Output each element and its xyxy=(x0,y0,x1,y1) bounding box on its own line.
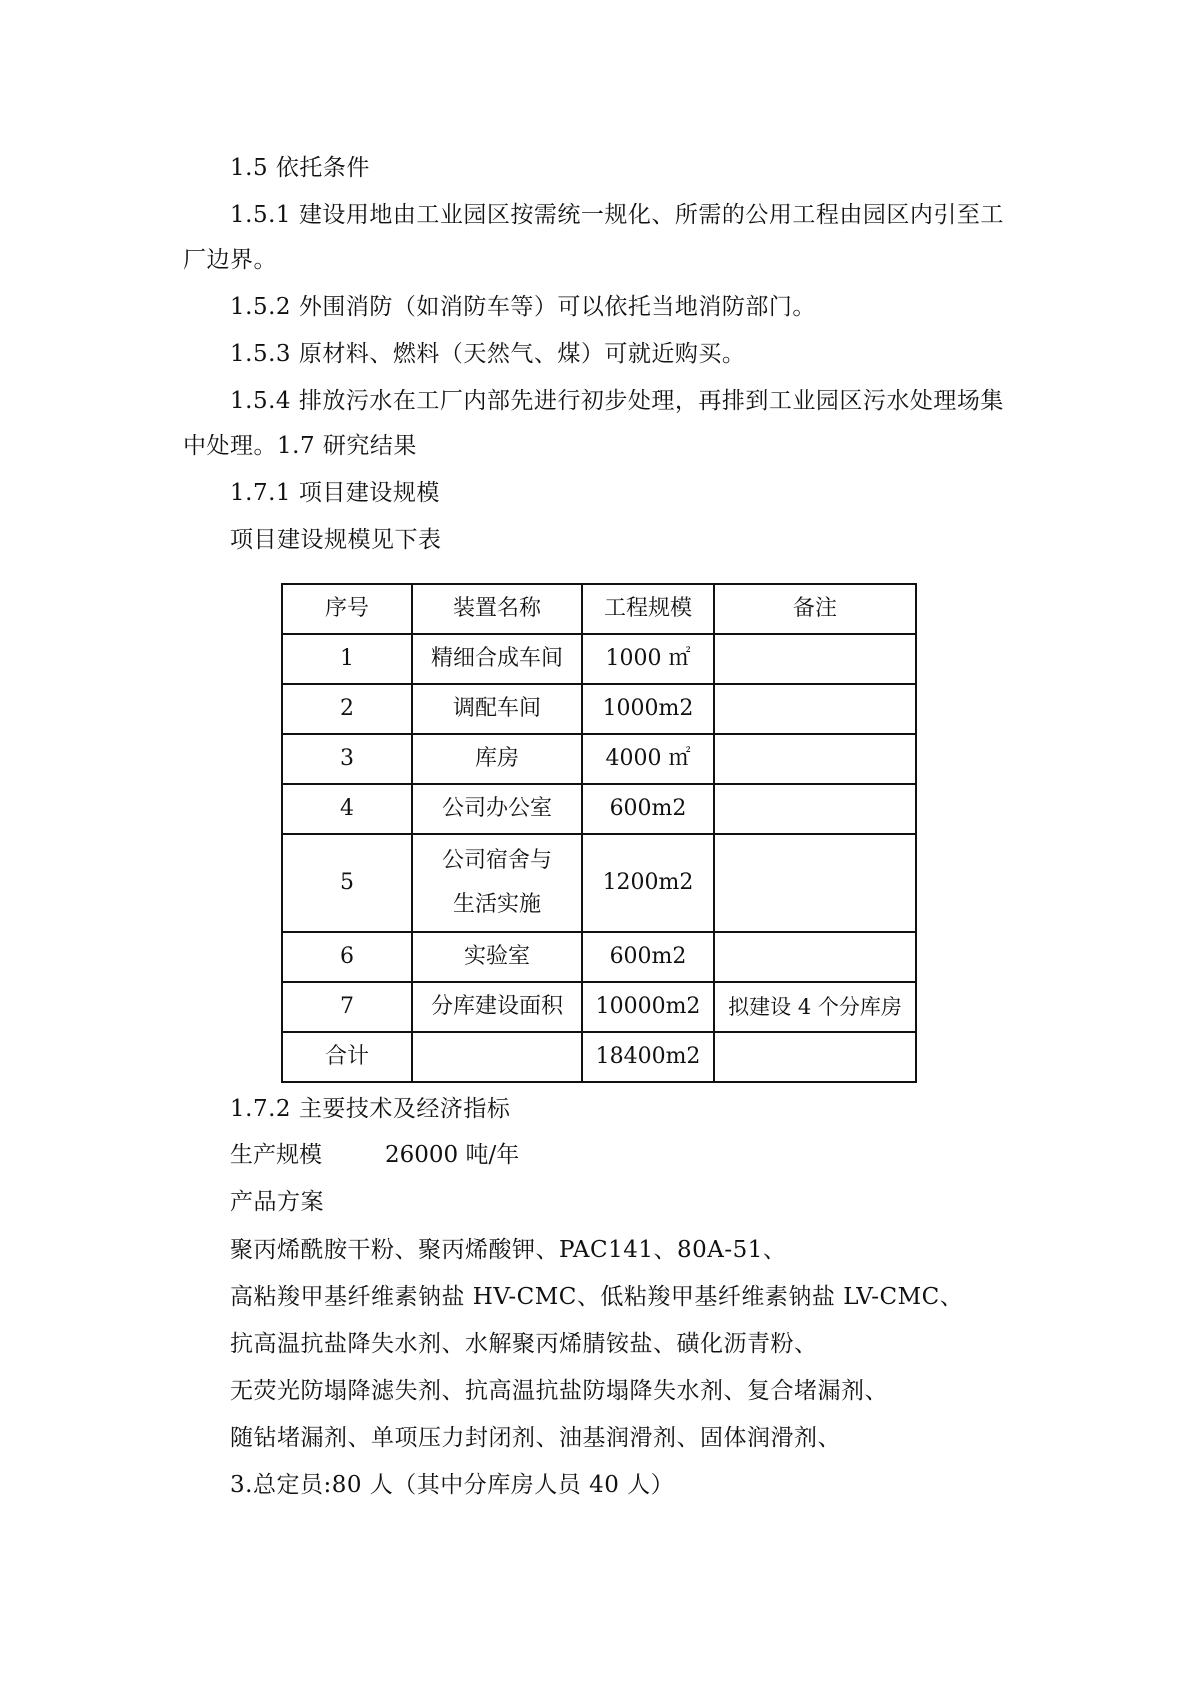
table-header-row xyxy=(282,584,916,634)
header-cell: 序号 xyxy=(282,584,412,634)
product-list-line: 抗高温抗盐降失水剂、水解聚丙烯腈铵盐、磺化沥青粉、 xyxy=(230,1331,818,1357)
paragraph-1-5-1-continued: 厂边界。 xyxy=(183,247,277,273)
table-cell: 3 xyxy=(282,734,412,784)
table-cell: 6 xyxy=(282,932,412,982)
project-scale-table xyxy=(281,583,917,1083)
table-cell: 600m2 xyxy=(582,932,714,982)
table-cell: 精细合成车间 xyxy=(412,634,582,684)
header-cell: 备注 xyxy=(714,584,916,634)
product-list-line: 无荧光防塌降滤失剂、抗高温抗盐防塌降失水剂、复合堵漏剂、 xyxy=(230,1378,888,1404)
staffing-line: 3.总定员:80 人（其中分库房人员 40 人） xyxy=(230,1472,675,1498)
table-total-row xyxy=(282,1032,916,1082)
table-cell xyxy=(412,834,582,932)
table-cell: 1 xyxy=(282,634,412,684)
paragraph-1-5-1: 1.5.1 建设用地由工业园区按需统一规化、所需的公用工程由园区内引至工 xyxy=(230,202,1004,228)
table-cell: 2 xyxy=(282,684,412,734)
table-cell: 600m2 xyxy=(582,784,714,834)
table-cell: 公司办公室 xyxy=(412,784,582,834)
table-cell: 1000m2 xyxy=(582,684,714,734)
table-cell: 4 xyxy=(282,784,412,834)
table-cell: 5 xyxy=(282,834,412,932)
table-cell: 分库建设面积 xyxy=(412,982,582,1032)
section-heading-1-7-1: 1.7.1 项目建设规模 xyxy=(230,480,440,506)
table-cell: 4000 ㎡ xyxy=(582,734,714,784)
table-intro: 项目建设规模见下表 xyxy=(230,527,442,553)
table-row xyxy=(282,784,916,834)
product-list-line: 高粘羧甲基纤维素钠盐 HV-CMC、低粘羧甲基纤维素钠盐 LV-CMC、 xyxy=(230,1284,964,1310)
section-heading-1-7-2: 1.7.2 主要技术及经济指标 xyxy=(230,1096,511,1122)
table-cell xyxy=(412,1032,582,1082)
table-cell: 1200m2 xyxy=(582,834,714,932)
header-cell: 工程规模 xyxy=(582,584,714,634)
table-cell: 18400m2 xyxy=(582,1032,714,1082)
table-cell: 1000 ㎡ xyxy=(582,634,714,684)
wrapped-cell-text: 公司宿舍与生活实施 xyxy=(441,848,552,917)
table-cell: 调配车间 xyxy=(412,684,582,734)
paragraph-1-5-2: 1.5.2 外围消防（如消防车等）可以依托当地消防部门。 xyxy=(230,294,816,320)
production-scale-label: 生产规模 xyxy=(230,1142,322,1168)
table-cell xyxy=(714,784,916,834)
product-plan-heading: 产品方案 xyxy=(230,1189,324,1215)
table-cell xyxy=(714,932,916,982)
table-cell xyxy=(714,634,916,684)
table-cell: 合计 xyxy=(282,1032,412,1082)
table-cell xyxy=(714,1032,916,1082)
table-row xyxy=(282,684,916,734)
paragraph-1-5-3: 1.5.3 原材料、燃料（天然气、煤）可就近购买。 xyxy=(230,341,746,367)
table-cell: 拟建设 4 个分库房 xyxy=(714,982,916,1032)
table-cell xyxy=(714,734,916,784)
section-heading-1-5: 1.5 依托条件 xyxy=(230,155,370,181)
table-cell xyxy=(714,834,916,932)
production-scale-value: 26000 吨/年 xyxy=(385,1142,520,1168)
table-cell: 实验室 xyxy=(412,932,582,982)
product-list-line: 随钻堵漏剂、单项压力封闭剂、油基润滑剂、固体润滑剂、 xyxy=(230,1425,841,1451)
table-row xyxy=(282,982,916,1032)
table-cell xyxy=(714,684,916,734)
table-row xyxy=(282,734,916,784)
paragraph-1-5-4-continued: 中处理。1.7 研究结果 xyxy=(183,433,417,459)
product-list-line: 聚丙烯酰胺干粉、聚丙烯酸钾、PAC141、80A-51、 xyxy=(230,1237,787,1263)
table-cell: 库房 xyxy=(412,734,582,784)
table-row xyxy=(282,834,916,932)
paragraph-1-5-4: 1.5.4 排放污水在工厂内部先进行初步处理，再排到工业园区污水处理场集 xyxy=(230,388,1004,414)
table-cell: 10000m2 xyxy=(582,982,714,1032)
header-cell: 装置名称 xyxy=(412,584,582,634)
table-row xyxy=(282,634,916,684)
table-row xyxy=(282,932,916,982)
table-cell: 7 xyxy=(282,982,412,1032)
